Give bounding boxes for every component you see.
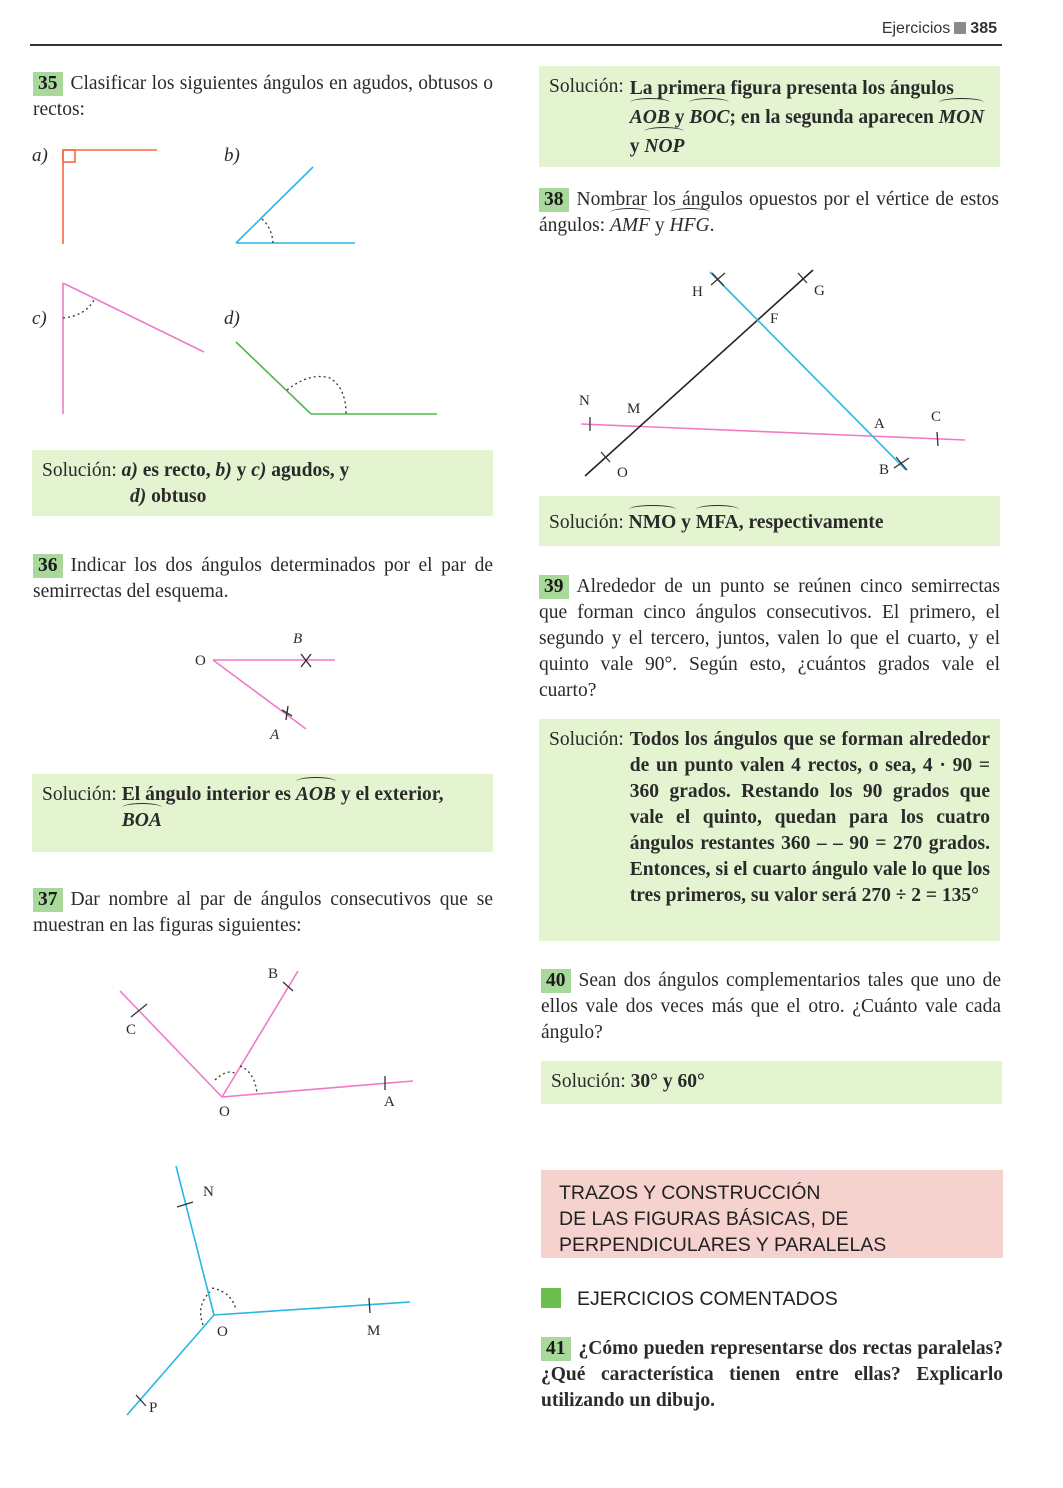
sol-t4: obtuso	[146, 486, 207, 507]
subsection-title	[541, 1288, 838, 1311]
sol-t3: ; en la segunda aparecen	[729, 107, 939, 128]
label-b: b)	[224, 145, 240, 166]
sol-t2: y el exterior,	[335, 784, 444, 805]
exercise-number: 35	[33, 72, 63, 96]
point-O: O	[617, 465, 628, 481]
point-B: B	[879, 462, 890, 478]
solution-38	[539, 496, 1000, 546]
section-title	[541, 1170, 1003, 1258]
point-C: C	[931, 409, 942, 425]
exercise-39	[539, 574, 1000, 704]
arc-BOC: BOC	[689, 103, 729, 132]
solution-39	[539, 719, 1000, 941]
sol-a: a)	[121, 460, 138, 481]
section-line-3: PERPENDICULARES Y PARALELAS	[559, 1234, 887, 1256]
exercise-37	[33, 887, 493, 939]
solution-text: 30° y 60°	[630, 1071, 705, 1092]
sol-t3: agudos, y	[266, 460, 350, 481]
arc-AMF: AMF	[610, 213, 650, 239]
solution-label: Solución:	[42, 460, 117, 481]
sol-t1: La primera figura presenta los ángulos	[629, 78, 954, 99]
sol-c: c)	[251, 460, 267, 481]
ex37-figure-2	[127, 1166, 410, 1415]
point-O: O	[195, 653, 206, 669]
point-B: B	[268, 966, 279, 982]
solution-label: Solución:	[549, 729, 624, 750]
exercise-number: 39	[539, 575, 569, 599]
point-C: C	[126, 1022, 137, 1038]
solution-label: Solución:	[551, 1071, 626, 1092]
point-O: O	[219, 1104, 230, 1120]
exercise-38	[539, 187, 999, 239]
solution-label: Solución:	[549, 512, 624, 533]
sol-t2: y	[669, 107, 690, 128]
sol-t2: , respectivamente	[738, 512, 884, 533]
point-O: O	[217, 1324, 228, 1340]
header-section: Ejercicios	[881, 20, 951, 37]
solution-35	[32, 450, 493, 516]
sol-d: d)	[130, 486, 147, 507]
exercise-36	[33, 553, 493, 605]
sol-t1: y	[676, 512, 696, 533]
exercise-text: Dar nombre al par de ángulos consecutivos que se muestran en las figuras siguientes:	[33, 889, 493, 936]
arc-NOP: NOP	[644, 132, 684, 161]
exercise-number: 40	[541, 969, 571, 993]
exercise-number: 38	[539, 188, 569, 212]
sol-t2: y	[231, 460, 252, 481]
arc-MFA: MFA	[696, 510, 739, 536]
solution-text: Todos los ángulos que se forman alrededor de un punto valen 4 rectos, o sea, 4 · 90 = 360 grados. Restando los 90 grados que vale el quinto, quedan para los cuatro ángulos restantes 360 – – 90 = 270 grados. Entonces, si el cuarto ángulo vale lo que los tres primeros, su valor será 270 ÷ 2 = 135°	[629, 729, 990, 906]
exercise-40	[541, 968, 1001, 1046]
solution-37	[539, 66, 1000, 167]
point-N: N	[203, 1184, 214, 1200]
solution-label: Solución:	[42, 784, 117, 805]
ex38-figure	[581, 270, 965, 476]
section-line-1: TRAZOS Y CONSTRUCCIÓN	[559, 1182, 821, 1204]
sol-t1: El ángulo interior es	[121, 784, 296, 805]
arc-BOA: BOA	[122, 808, 162, 834]
arc-MON: MON	[939, 103, 985, 132]
point-G: G	[814, 283, 825, 299]
sol-b: b)	[215, 460, 232, 481]
exercise-text-2: y	[650, 215, 670, 236]
exercise-text-3: .	[709, 215, 715, 236]
green-square-icon	[541, 1288, 561, 1308]
point-P: P	[149, 1400, 158, 1416]
sol-t1: es recto,	[137, 460, 216, 481]
exercise-number: 37	[33, 888, 63, 912]
exercise-text: Alrededor de un punto se reúnen cinco semirrectas que forman cinco ángulos consecutivos. El primero, el segundo y el tercero, juntos, valen lo que el cuarto, y el quinto vale 90°. Según esto, ¿cuántos grados vale el cuarto?	[539, 576, 1000, 701]
arc-NMO: NMO	[629, 510, 677, 536]
point-M: M	[367, 1323, 381, 1339]
solution-40	[541, 1061, 1002, 1104]
arc-AOB: AOB	[630, 103, 670, 132]
label-d: d)	[224, 308, 240, 329]
page-number: 385	[970, 20, 997, 37]
ex37-figure-1	[120, 971, 413, 1097]
solution-label: Solución:	[549, 76, 624, 97]
label-a: a)	[32, 145, 48, 166]
solution-36	[32, 774, 493, 852]
point-N: N	[579, 393, 590, 409]
exercise-number: 41	[541, 1337, 571, 1361]
exercise-number: 36	[33, 554, 63, 578]
point-H: H	[692, 284, 703, 300]
angle-a-figure	[63, 150, 157, 244]
ex36-figure	[213, 654, 335, 729]
exercise-text: ¿Cómo pueden representarse dos rectas paralelas? ¿Qué característica tienen entre ellas? Explicarlo utilizando un dibujo.	[541, 1338, 1003, 1411]
exercise-text: Indicar los dos ángulos determinados por el par de semirrectas del esquema.	[33, 555, 493, 602]
point-A: A	[384, 1094, 395, 1110]
exercise-41	[541, 1336, 1003, 1414]
point-F: F	[770, 311, 779, 327]
label-c: c)	[32, 308, 47, 329]
point-B: B	[293, 631, 303, 647]
angle-c-figure	[63, 283, 204, 414]
exercise-text: Sean dos ángulos complementarios tales que uno de ellos vale dos veces más que el otro. ¿Cuánto vale cada ángulo?	[541, 970, 1001, 1043]
point-M: M	[627, 401, 641, 417]
arc-AOB: AOB	[296, 782, 336, 808]
angle-d-figure	[236, 342, 437, 414]
angle-b-figure	[236, 167, 355, 243]
exercise-text: Nombrar los ángulos opuestos por el vértice de estos ángulos:	[539, 189, 999, 236]
point-A: A	[270, 727, 280, 743]
sol-t4: y	[629, 136, 645, 157]
exercise-text: Clasificar los siguientes ángulos en agudos, obtusos o rectos:	[33, 73, 493, 120]
arc-HFG: HFG	[670, 213, 710, 239]
section-line-2: DE LAS FIGURAS BÁSICAS, DE	[559, 1208, 849, 1230]
subsection-text: EJERCICIOS COMENTADOS	[577, 1288, 838, 1310]
point-A: A	[874, 416, 885, 432]
